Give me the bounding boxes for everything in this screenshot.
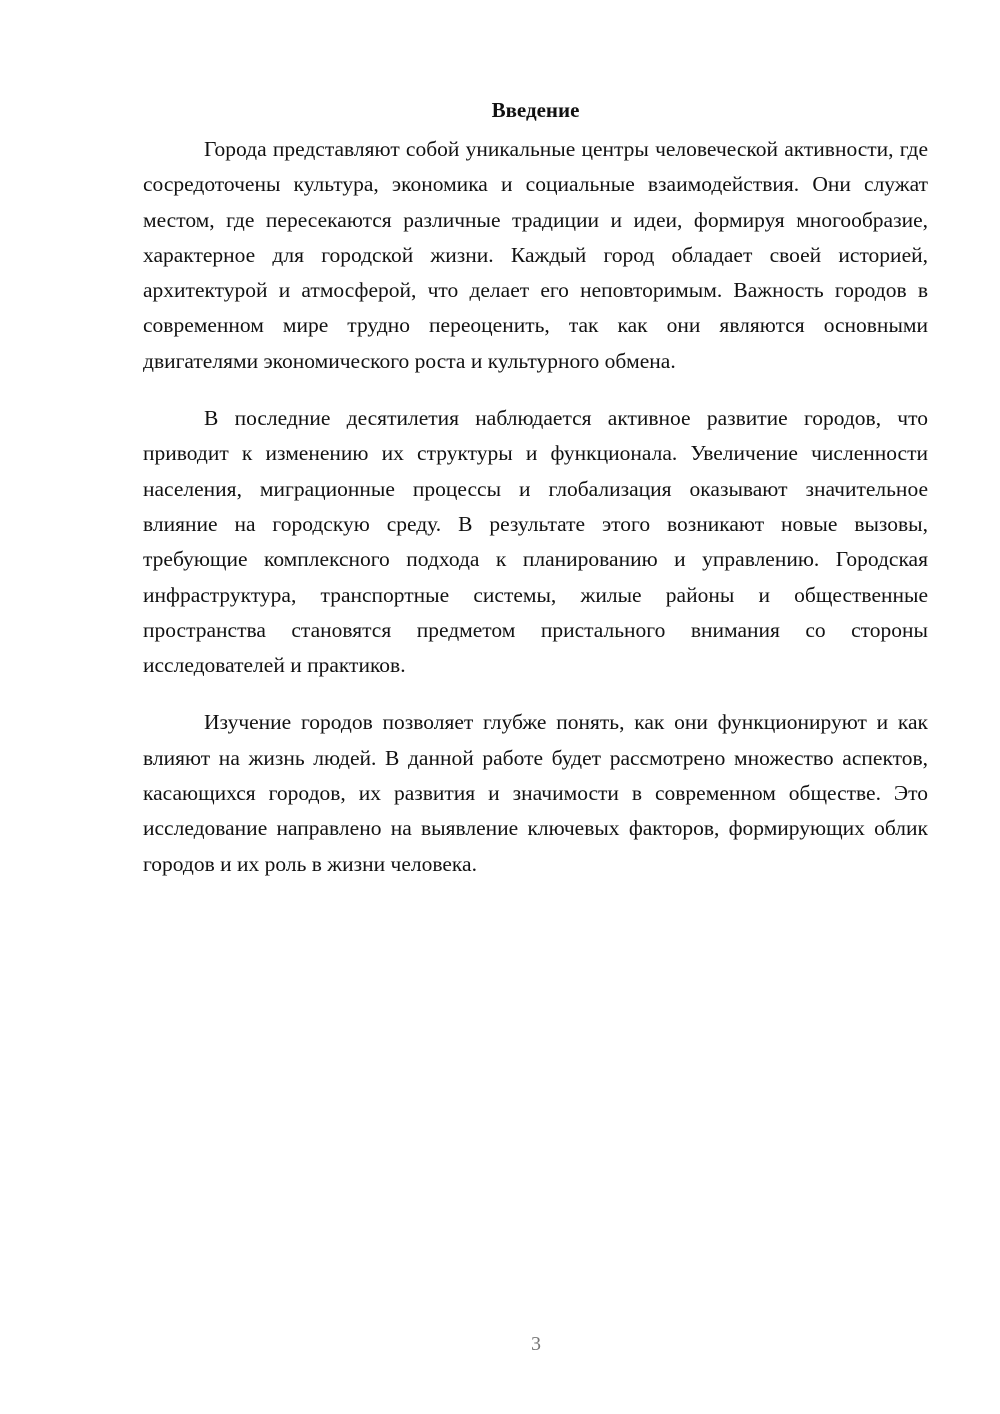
- paragraph-2: В последние десятилетия наблюдается активное развитие городов, что приводит к изменению их структуры и функционала. Увеличение численности населения, миграционные процессы и глобализация оказывают значительное влияние на городскую среду. В результате этого возникают новые вызовы, требующие комплексного подхода к планированию и управлению. Городская инфраструктура, транспортные системы, жилые районы и общественные пространства становятся предметом пристального внимания со стороны исследователей и практиков.: [143, 406, 928, 678]
- page-content: [143, 92, 928, 882]
- page-number: 3: [531, 1333, 541, 1355]
- section-heading: Введение: [491, 98, 580, 122]
- paragraph-1: Города представляют собой уникальные центры человеческой активности, где сосредоточены культура, экономика и социальные взаимодействия. Они служат местом, где пересекаются различные традиции и идеи, формируя многообразие, характерное для городской жизни. Каждый город обладает своей историей, архитектурой и атмосферой, что делает его неповторимым. Важность городов в современном мире трудно переоценить, так как они являются основными двигателями экономического роста и культурного обмена.: [143, 137, 928, 373]
- paragraph-3: Изучение городов позволяет глубже понять, как они функционируют и как влияют на жизнь людей. В данной работе будет рассмотрено множество аспектов, касающихся городов, их развития и значимости в современном обществе. Это исследование направлено на выявление ключевых факторов, формирующих облик городов и их роль в жизни человека.: [143, 710, 928, 876]
